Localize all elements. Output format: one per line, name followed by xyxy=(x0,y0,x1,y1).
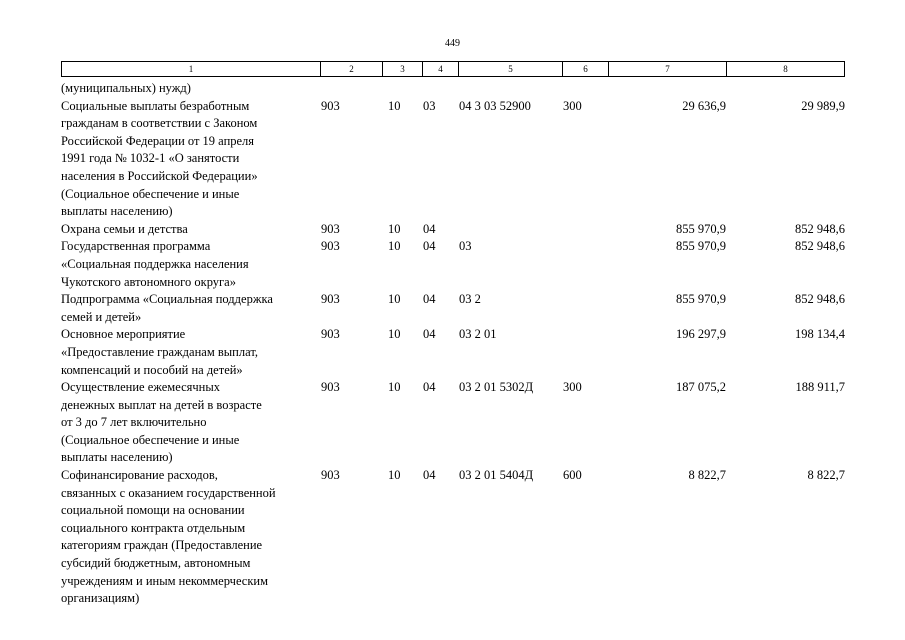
row-col-8: 852 948,6 xyxy=(795,239,845,254)
row-col-4: 04 xyxy=(423,380,436,395)
table-row xyxy=(61,221,851,239)
row-col-8: 198 134,4 xyxy=(795,327,845,342)
row-col-3: 10 xyxy=(388,380,401,395)
row-col-3: 10 xyxy=(388,98,401,113)
row-col-7: 187 075,2 xyxy=(676,380,726,395)
row-col-3: 10 xyxy=(388,221,401,236)
row-col-5: 03 2 01 xyxy=(459,327,497,342)
row-description: Основное мероприятие «Предоставление гражданам выплат, компенсаций и пособий на детей» xyxy=(61,327,258,377)
table-row xyxy=(61,379,851,467)
header-col-8: 8 xyxy=(727,62,845,77)
table-row xyxy=(61,238,851,291)
row-col-4: 03 xyxy=(423,98,436,113)
row-description: Осуществление ежемесячных денежных выплат на детей в возрасте от 3 до 7 лет включительно (Социальное обеспечение и иные выплаты населению) xyxy=(61,380,262,465)
row-col-3: 10 xyxy=(388,292,401,307)
row-col-3: 10 xyxy=(388,327,401,342)
row-col-2: 903 xyxy=(321,327,340,342)
row-col-7: 855 970,9 xyxy=(676,292,726,307)
row-col-6: 300 xyxy=(563,98,582,113)
header-col-6: 6 xyxy=(563,62,609,77)
row-description: Подпрограмма «Социальная поддержка семей и детей» xyxy=(61,292,273,324)
row-col-4: 04 xyxy=(423,327,436,342)
row-col-4: 04 xyxy=(423,239,436,254)
row-col-8: 852 948,6 xyxy=(795,292,845,307)
row-col-7: 855 970,9 xyxy=(676,239,726,254)
row-col-7: 29 636,9 xyxy=(682,98,726,113)
row-col-4: 04 xyxy=(423,292,436,307)
row-col-5: 04 3 03 52900 xyxy=(459,98,531,113)
row-col-2: 903 xyxy=(321,292,340,307)
row-description: Государственная программа «Социальная поддержка населения Чукотского автономного округа» xyxy=(61,239,249,289)
row-col-4: 04 xyxy=(423,468,436,483)
table-row xyxy=(61,98,851,221)
column-number-header xyxy=(61,61,845,77)
row-col-4: 04 xyxy=(423,221,436,236)
row-col-7: 8 822,7 xyxy=(688,468,726,483)
row-description: Софинансирование расходов, связанных с оказанием государственной социальной помощи на основании социального контракта отдельным категориям граждан (Предоставление субсидий бюджетным, автономным учреждениям и иным некоммерческим организациям) xyxy=(61,468,276,606)
row-col-7: 196 297,9 xyxy=(676,327,726,342)
row-col-3: 10 xyxy=(388,239,401,254)
table-row xyxy=(61,291,851,326)
row-col-2: 903 xyxy=(321,468,340,483)
header-col-3: 3 xyxy=(383,62,423,77)
row-col-6: 300 xyxy=(563,380,582,395)
row-description: (муниципальных) нужд) xyxy=(61,81,191,95)
header-col-7: 7 xyxy=(609,62,727,77)
row-description: Социальные выплаты безработным гражданам в соответствии с Законом Российской Федерации от 19 апреля 1991 года № 1032-1 «О занятости населения в Российской Федерации» (Социальное обеспечение и иные выплаты населению) xyxy=(61,98,258,219)
header-col-1: 1 xyxy=(62,62,321,77)
row-col-3: 10 xyxy=(388,468,401,483)
table-row xyxy=(61,467,851,608)
header-col-2: 2 xyxy=(321,62,383,77)
row-col-7: 855 970,9 xyxy=(676,221,726,236)
header-col-5: 5 xyxy=(459,62,563,77)
row-description: Охрана семьи и детства xyxy=(61,221,188,236)
table-row xyxy=(61,80,851,98)
table-row xyxy=(61,326,851,379)
header-row xyxy=(62,62,845,77)
row-col-8: 29 989,9 xyxy=(801,98,845,113)
row-col-8: 8 822,7 xyxy=(807,468,845,483)
page-number: 449 xyxy=(445,38,460,49)
row-col-5: 03 2 01 5302Д xyxy=(459,380,534,395)
header-col-4: 4 xyxy=(423,62,459,77)
row-col-8: 188 911,7 xyxy=(795,380,845,395)
row-col-2: 903 xyxy=(321,98,340,113)
row-col-2: 903 xyxy=(321,239,340,254)
row-col-2: 903 xyxy=(321,380,340,395)
row-col-5: 03 xyxy=(459,239,472,254)
row-col-5: 03 2 xyxy=(459,292,481,307)
row-col-8: 852 948,6 xyxy=(795,221,845,236)
row-col-6: 600 xyxy=(563,468,582,483)
row-col-2: 903 xyxy=(321,221,340,236)
row-col-5: 03 2 01 5404Д xyxy=(459,468,534,483)
budget-table-body xyxy=(61,80,851,608)
